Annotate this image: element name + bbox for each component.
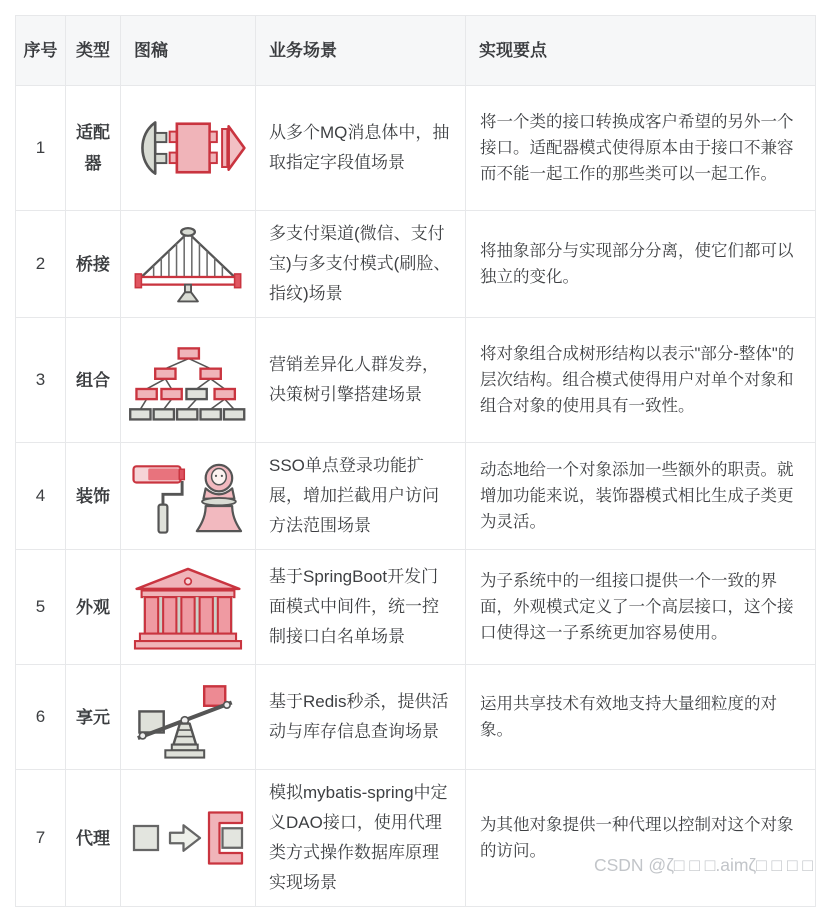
table-row — [16, 86, 816, 211]
points-text: 为其他对象提供一种代理以控制对这个对象的访问。 — [466, 770, 816, 907]
scenario-text: 基于SpringBoot开发门面模式中间件，统一控制接口白名单场景 — [256, 550, 466, 665]
scenario-text: SSO单点登录功能扩展，增加拦截用户访问方法范围场景 — [256, 443, 466, 550]
points-text: 动态地给一个对象添加一些额外的职责。就增加功能来说，装饰器模式相比生成子类更为灵活。 — [466, 443, 816, 550]
points-text: 运用共享技术有效地支持大量细粒度的对象。 — [466, 665, 816, 770]
pattern-name: 装饰 — [66, 443, 121, 550]
header-no: 序号 — [16, 16, 66, 86]
table-row — [16, 211, 816, 318]
header-art: 图稿 — [121, 16, 256, 86]
table-row — [16, 665, 816, 770]
scenario-text: 基于Redis秒杀，提供活动与库存信息查询场景 — [256, 665, 466, 770]
pattern-name: 代理 — [66, 770, 121, 907]
points-text: 将一个类的接口转换成客户希望的另外一个接口。适配器模式使得原本由于接口不兼容而不能一起工作的那些类可以一起工作。 — [466, 86, 816, 211]
table-row — [16, 550, 816, 665]
header-type: 类型 — [66, 16, 121, 86]
tree-nodes-icon — [127, 339, 249, 421]
pattern-art-cell — [121, 86, 256, 211]
table-row — [16, 318, 816, 443]
pattern-name: 适配器 — [66, 86, 121, 211]
seesaw-icon — [131, 675, 245, 760]
row-number: 7 — [16, 770, 66, 907]
pattern-art-cell — [121, 665, 256, 770]
row-number: 4 — [16, 443, 66, 550]
adapter-plug-icon — [129, 109, 247, 187]
pattern-name: 外观 — [66, 550, 121, 665]
points-text: 将对象组合成树形结构以表示"部分-整体"的层次结构。组合模式使得用户对单个对象和组合对象的使用具有一致性。 — [466, 318, 816, 443]
header-row — [16, 16, 816, 86]
pattern-name: 享元 — [66, 665, 121, 770]
scenario-text: 从多个MQ消息体中，抽取指定字段值场景 — [256, 86, 466, 211]
header-scenario: 业务场景 — [256, 16, 466, 86]
pattern-art-cell — [121, 318, 256, 443]
design-patterns-table — [15, 15, 816, 907]
row-number: 2 — [16, 211, 66, 318]
header-points: 实现要点 — [466, 16, 816, 86]
pattern-art-cell — [121, 770, 256, 907]
table-row — [16, 443, 816, 550]
paint-roller-matryoshka-icon — [129, 456, 247, 537]
table-row — [16, 770, 816, 907]
pattern-art-cell — [121, 550, 256, 665]
pattern-name: 桥接 — [66, 211, 121, 318]
scenario-text: 模拟mybatis-spring中定义DAO接口，使用代理类方式操作数据库原理实现场景 — [256, 770, 466, 907]
row-number: 5 — [16, 550, 66, 665]
temple-facade-icon — [130, 564, 246, 651]
row-number: 1 — [16, 86, 66, 211]
points-text: 为子系统中的一组接口提供一个一致的界面，外观模式定义了一个高层接口，这个接口使得这一子系统更加容易使用。 — [466, 550, 816, 665]
bridge-icon — [129, 222, 247, 306]
csdn-watermark: CSDN @ζ□ □ □.aimζ□ □ □ □ — [593, 855, 813, 875]
design-patterns-table-wrap — [15, 15, 816, 907]
pattern-art-cell — [121, 443, 256, 550]
scenario-text: 营销差异化人群发券，决策树引擎搭建场景 — [256, 318, 466, 443]
scenario-text: 多支付渠道(微信、支付宝)与多支付模式(刷脸、指纹)场景 — [256, 211, 466, 318]
pattern-name: 组合 — [66, 318, 121, 443]
points-text: 将抽象部分与实现部分分离，使它们都可以独立的变化。 — [466, 211, 816, 318]
row-number: 6 — [16, 665, 66, 770]
pattern-art-cell — [121, 211, 256, 318]
proxy-bracket-icon — [128, 808, 248, 868]
row-number: 3 — [16, 318, 66, 443]
